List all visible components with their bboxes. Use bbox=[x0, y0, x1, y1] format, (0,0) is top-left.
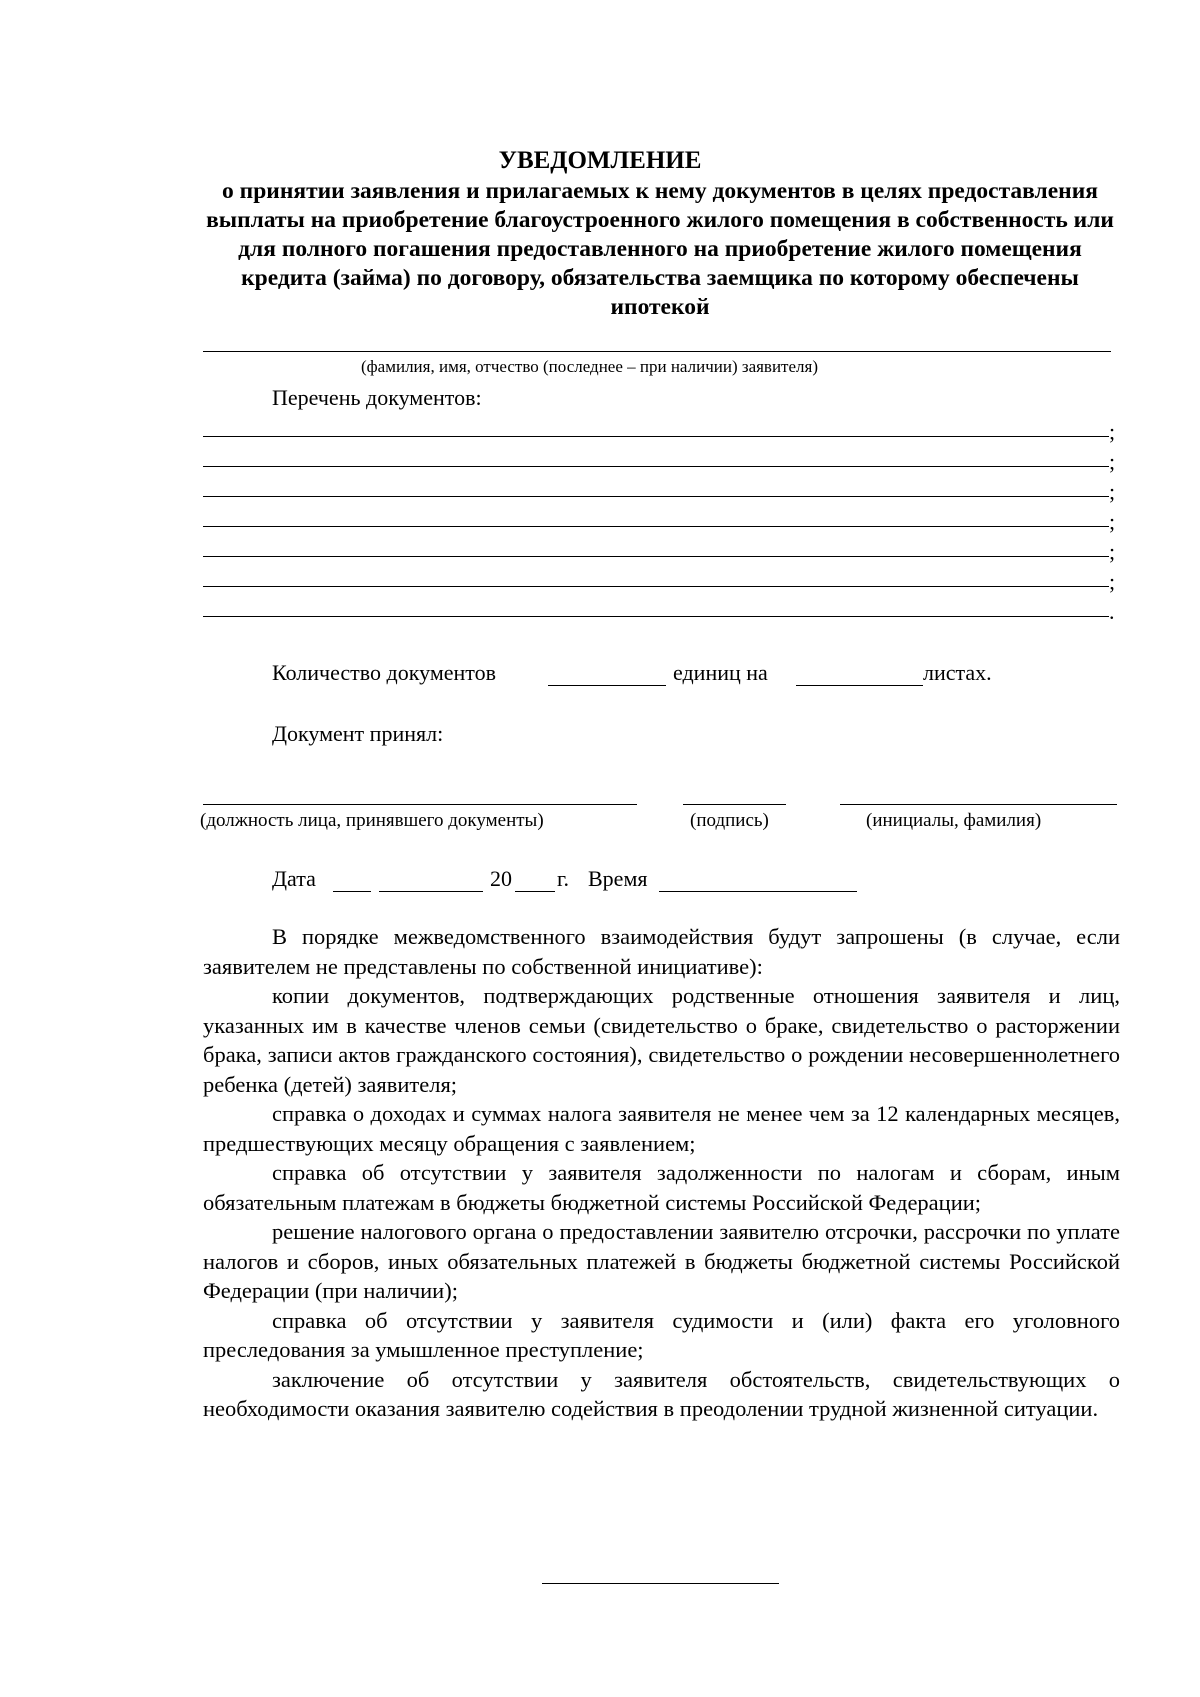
count-units-field[interactable] bbox=[548, 685, 666, 686]
time-field[interactable] bbox=[659, 891, 857, 892]
document-line[interactable] bbox=[203, 466, 1109, 467]
count-sheets-field[interactable] bbox=[796, 685, 923, 686]
document-line[interactable] bbox=[203, 616, 1109, 617]
closing-separator bbox=[542, 1583, 779, 1584]
accepted-label: Документ принял: bbox=[272, 721, 444, 746]
date-label: Дата bbox=[272, 866, 316, 891]
count-middle: единиц на bbox=[673, 660, 768, 685]
document-line-terminator: ; bbox=[1109, 449, 1116, 474]
accepted-position-line[interactable] bbox=[203, 804, 637, 805]
date-year-suffix: г. bbox=[557, 866, 570, 891]
document-line-terminator: ; bbox=[1109, 569, 1116, 594]
notice-title: УВЕДОМЛЕНИЕ bbox=[498, 147, 702, 174]
date-month-field[interactable] bbox=[379, 891, 483, 892]
interagency-paragraph: справка о доходах и суммах налога заявителя не менее чем за 12 календарных месяцев, предшествующих месяцу обращения с заявлением; bbox=[203, 1101, 1120, 1156]
interagency-request-text bbox=[203, 922, 1120, 1424]
interagency-paragraph: копии документов, подтверждающих родственные отношения заявителя и лиц, указанных им в качестве членов семьи (свидетельство о браке, свидетельство о расторжении брака, записи актов гражданского состояния), свидетельство о рождении несовершеннолетнего ребенка (детей) заявителя; bbox=[203, 983, 1120, 1097]
date-year-field[interactable] bbox=[515, 891, 555, 892]
document-line-terminator: ; bbox=[1109, 509, 1116, 534]
document-line[interactable] bbox=[203, 586, 1109, 587]
interagency-paragraph: заключение об отсутствии у заявителя обстоятельств, свидетельствующих о необходимости оказания заявителю содействия в преодолении трудной жизненной ситуации. bbox=[203, 1366, 1120, 1421]
accepted-name-caption: (инициалы, фамилия) bbox=[866, 810, 1042, 831]
applicant-name-caption: (фамилия, имя, отчество (последнее – при наличии) заявителя) bbox=[361, 357, 818, 376]
document-line[interactable] bbox=[203, 436, 1109, 437]
document-line[interactable] bbox=[203, 556, 1109, 557]
accepted-name-line[interactable] bbox=[840, 804, 1117, 805]
date-year-prefix: 20 bbox=[490, 866, 512, 891]
date-day-field[interactable] bbox=[333, 891, 371, 892]
count-suffix: листах. bbox=[923, 660, 992, 685]
document-line-terminator: ; bbox=[1109, 419, 1116, 444]
documents-list-label: Перечень документов: bbox=[272, 385, 482, 410]
accepted-position-caption: (должность лица, принявшего документы) bbox=[200, 810, 544, 831]
interagency-paragraph: справка об отсутствии у заявителя задолженности по налогам и сборам, иным обязательным платежам в бюджеты бюджетной системы Российской Федерации; bbox=[203, 1160, 1120, 1215]
time-label: Время bbox=[588, 866, 648, 891]
interagency-paragraph: справка об отсутствии у заявителя судимости и (или) факта его уголовного преследования за умышленное преступление; bbox=[203, 1307, 1120, 1362]
document-line[interactable] bbox=[203, 526, 1109, 527]
document-line-terminator: . bbox=[1109, 599, 1115, 624]
interagency-paragraph: решение налогового органа о предоставлении заявителю отсрочки, рассрочки по уплате налогов и сборов, иных обязательных платежей в бюджеты бюджетной системы Российской Федерации (при наличии); bbox=[203, 1219, 1120, 1303]
interagency-paragraph: В порядке межведомственного взаимодействия будут запрошены (в случае, если заявителем не представлены по собственной инициативе): bbox=[203, 924, 1120, 979]
accepted-signature-caption: (подпись) bbox=[690, 810, 769, 831]
notice-subtitle: о принятии заявления и прилагаемых к нему документов в целях предоставления выплаты на приобретение благоустроенного жилого помещения в собственность или для полного погашения предоставленного на приобретение жилого помещения кредита (займа) по договору, обязательства заемщика по которому обеспечены ипотекой bbox=[206, 178, 1114, 320]
document-line-terminator: ; bbox=[1109, 479, 1116, 504]
applicant-name-line[interactable] bbox=[203, 351, 1111, 352]
accepted-signature-line[interactable] bbox=[683, 804, 786, 805]
count-prefix: Количество документов bbox=[272, 660, 496, 685]
document-line-terminator: ; bbox=[1109, 539, 1116, 564]
document-line[interactable] bbox=[203, 496, 1109, 497]
